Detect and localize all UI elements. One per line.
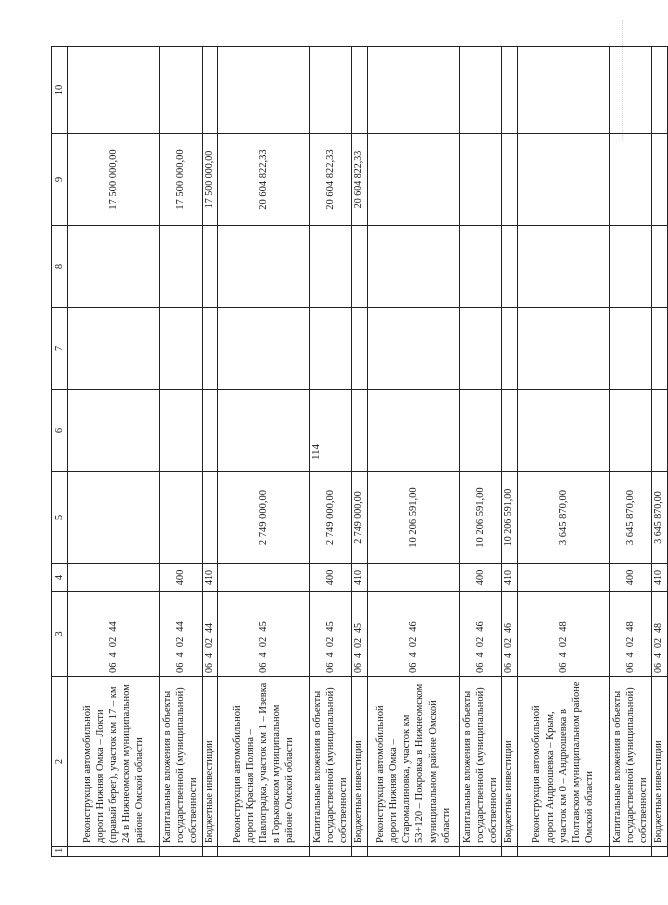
code-part: 02 <box>653 638 665 648</box>
code-part: 02 <box>407 636 419 648</box>
expense-type <box>68 564 160 592</box>
code-part: 02 <box>557 636 569 648</box>
amount-col-9 <box>517 134 609 226</box>
cell-col-10 <box>202 47 218 134</box>
expense-type: 410 <box>352 564 368 592</box>
code-part: 4 <box>353 653 365 658</box>
amount-col-9 <box>609 134 651 226</box>
cell-col-6 <box>459 390 501 472</box>
cell-col-1 <box>160 847 202 857</box>
amount-col-5: 3 645 870,00 <box>609 472 651 564</box>
code-part: 02 <box>203 638 215 648</box>
table-row <box>202 47 218 857</box>
code-part: 02 <box>503 638 515 648</box>
amount-col-9 <box>502 134 518 226</box>
code-part: 4 <box>624 652 636 658</box>
row-code <box>352 592 368 677</box>
table-row <box>517 47 609 857</box>
cell-col-7 <box>367 308 459 390</box>
amount-col-5: 2 749 000,00 <box>218 472 310 564</box>
code-part: 48 <box>624 621 636 632</box>
cell-col-8 <box>68 226 160 308</box>
row-name: Реконструкция автомобильной дороги Красная Поляна – Павлоградка, участок км 1 – Изевка в Горьковском муниципальном районе Омской области <box>218 677 310 847</box>
amount-col-9: 17 500 000,00 <box>68 134 160 226</box>
amount-col-5: 3 645 870,00 <box>517 472 609 564</box>
column-number: 8 <box>52 226 68 308</box>
amount-col-9: 17 500 000,00 <box>160 134 202 226</box>
cell-col-1 <box>68 847 160 857</box>
row-name: Реконструкция автомобильной дороги Нижняя Омка – Старомалиновка, участок км 53+120 – Покровка в Нижнеомском муниципальном районе Омской области <box>367 677 459 847</box>
cell-col-1 <box>502 847 518 857</box>
cell-col-6 <box>367 390 459 472</box>
expense-type: 410 <box>502 564 518 592</box>
rotated-page-content <box>51 47 665 857</box>
column-number: 10 <box>52 47 68 134</box>
cell-col-8 <box>652 226 668 308</box>
row-name: Капитальные вложения в объекты государственной (муниципальной) собственности <box>459 677 501 847</box>
amount-col-5 <box>68 472 160 564</box>
row-name: Капитальные вложения в объекты государственной (муниципальной) собственности <box>160 677 202 847</box>
row-code <box>609 592 651 677</box>
code-part: 02 <box>353 638 365 648</box>
expense-type <box>367 564 459 592</box>
cell-col-6 <box>202 390 218 472</box>
cell-col-7 <box>652 308 668 390</box>
cell-col-6 <box>352 390 368 472</box>
table-row <box>160 47 202 857</box>
amount-col-9 <box>367 134 459 226</box>
code-part: 4 <box>503 653 515 658</box>
code-part: 02 <box>624 636 636 648</box>
row-name: Бюджетные инвестиции <box>352 677 368 847</box>
row-code <box>652 592 668 677</box>
cell-col-8 <box>367 226 459 308</box>
cell-col-8 <box>160 226 202 308</box>
code-part: 06 <box>407 662 419 673</box>
row-name: Капитальные вложения в объекты государственной (муниципальной) собственности <box>609 677 651 847</box>
cell-col-8 <box>609 226 651 308</box>
code-part: 02 <box>325 636 337 648</box>
amount-col-9 <box>652 134 668 226</box>
expense-type: 400 <box>459 564 501 592</box>
code-part: 48 <box>557 621 569 632</box>
table-row <box>218 47 310 857</box>
code-part: 06 <box>475 662 486 673</box>
cell-col-7 <box>218 308 310 390</box>
cell-col-6 <box>652 390 668 472</box>
table-row <box>459 47 501 857</box>
code-part: 06 <box>175 662 187 673</box>
cell-col-1 <box>652 847 668 857</box>
cell-col-6 <box>218 390 310 472</box>
code-part: 02 <box>175 636 187 648</box>
cell-col-1 <box>609 847 651 857</box>
column-number: 5 <box>52 472 68 564</box>
amount-col-9 <box>459 134 501 226</box>
row-code <box>68 592 160 677</box>
budget-table <box>51 46 668 857</box>
cell-col-10 <box>218 47 310 134</box>
code-part: 44 <box>203 623 215 633</box>
expense-type <box>517 564 609 592</box>
cell-col-7 <box>609 308 651 390</box>
cell-col-7 <box>352 308 368 390</box>
cell-col-10 <box>459 47 501 134</box>
row-name: Реконструкция автомобильной дороги Андрюшевка – Крым, участок км 0 – Андрюшевка в Полтавском муниципальном районе Омской области <box>517 677 609 847</box>
cell-col-7 <box>517 308 609 390</box>
code-part: 4 <box>257 652 269 658</box>
column-number: 7 <box>52 308 68 390</box>
amount-col-9: 20 604 822,33 <box>352 134 368 226</box>
code-part: 06 <box>325 662 337 673</box>
cell-col-10 <box>652 47 668 134</box>
cell-col-10 <box>517 47 609 134</box>
cell-col-8 <box>459 226 501 308</box>
cell-col-1 <box>218 847 310 857</box>
cell-col-7 <box>202 308 218 390</box>
code-part: 44 <box>108 621 120 632</box>
cell-col-8 <box>517 226 609 308</box>
table-row <box>652 47 668 857</box>
code-part: 4 <box>653 653 665 658</box>
cell-col-1 <box>352 847 368 857</box>
table-row <box>68 47 160 857</box>
row-code <box>367 592 459 677</box>
amount-col-5: 3 645 870,00 <box>652 472 668 564</box>
cell-col-6 <box>517 390 609 472</box>
code-part: 06 <box>624 662 636 673</box>
cell-col-8 <box>502 226 518 308</box>
cell-col-6 <box>502 390 518 472</box>
cell-col-8 <box>202 226 218 308</box>
column-number: 6 <box>52 390 68 472</box>
amount-col-5: 10 206 591,00 <box>459 472 501 564</box>
amount-col-5: 2 749 000,00 <box>310 472 352 564</box>
column-number: 4 <box>52 564 68 592</box>
amount-col-9: 17 500 000,00 <box>202 134 218 226</box>
expense-type: 410 <box>652 564 668 592</box>
expense-type <box>218 564 310 592</box>
code-part: 46 <box>475 621 486 632</box>
column-number: 9 <box>52 134 68 226</box>
cell-col-10 <box>502 47 518 134</box>
cell-col-7 <box>68 308 160 390</box>
code-part: 45 <box>353 623 365 633</box>
code-part: 45 <box>325 621 337 632</box>
row-name: Бюджетные инвестиции <box>502 677 518 847</box>
row-code <box>517 592 609 677</box>
cell-col-8 <box>352 226 368 308</box>
table-row <box>310 47 352 857</box>
amount-col-9: 20 604 822,33 <box>310 134 352 226</box>
amount-col-5 <box>202 472 218 564</box>
cell-col-6 <box>310 390 352 472</box>
code-part: 02 <box>257 636 269 648</box>
code-part: 4 <box>203 653 215 658</box>
row-name: Бюджетные инвестиции <box>202 677 218 847</box>
code-part: 48 <box>653 623 665 633</box>
cell-col-1 <box>517 847 609 857</box>
code-part: 44 <box>175 621 187 632</box>
row-code <box>310 592 352 677</box>
row-code <box>459 592 501 677</box>
code-part: 46 <box>407 621 419 632</box>
code-part: 02 <box>108 636 120 648</box>
code-part: 4 <box>175 652 187 658</box>
cell-col-7 <box>310 308 352 390</box>
expense-type: 400 <box>609 564 651 592</box>
code-part: 46 <box>503 623 515 633</box>
cell-col-1 <box>202 847 218 857</box>
page-number: 114 <box>310 443 322 461</box>
row-name: Бюджетные инвестиции <box>652 677 668 847</box>
row-code <box>202 592 218 677</box>
table-body <box>52 47 668 857</box>
code-part: 06 <box>257 662 269 673</box>
code-part: 02 <box>475 636 486 648</box>
column-number: 1 <box>52 847 68 857</box>
cell-col-7 <box>502 308 518 390</box>
code-part: 06 <box>203 663 215 673</box>
amount-col-5: 2 749 000,00 <box>352 472 368 564</box>
cell-col-6 <box>160 390 202 472</box>
amount-col-5 <box>160 472 202 564</box>
cell-col-10 <box>352 47 368 134</box>
code-part: 4 <box>557 652 569 658</box>
cell-col-1 <box>459 847 501 857</box>
cell-col-7 <box>459 308 501 390</box>
cell-col-10 <box>310 47 352 134</box>
code-part: 4 <box>325 652 337 658</box>
expense-type: 410 <box>202 564 218 592</box>
row-name: Реконструкция автомобильной дороги Нижняя Омка – Локти (правый берег), участок км 17 – км 24 в Нижнеомском муниципальном районе Омской области <box>68 677 160 847</box>
cell-col-7 <box>160 308 202 390</box>
cell-col-10 <box>367 47 459 134</box>
cell-col-6 <box>609 390 651 472</box>
table-row <box>609 47 651 857</box>
expense-type: 400 <box>160 564 202 592</box>
cell-col-6 <box>68 390 160 472</box>
code-part: 45 <box>257 621 269 632</box>
code-part: 4 <box>475 652 486 658</box>
amount-col-5: 10 206 591,00 <box>502 472 518 564</box>
code-part: 06 <box>108 662 120 673</box>
column-number-row <box>52 47 68 857</box>
cell-col-1 <box>367 847 459 857</box>
cell-col-8 <box>310 226 352 308</box>
cell-col-10 <box>609 47 651 134</box>
code-part: 06 <box>353 663 365 673</box>
amount-col-5: 10 206 591,00 <box>367 472 459 564</box>
cell-col-8 <box>218 226 310 308</box>
column-number: 2 <box>52 677 68 847</box>
table-row <box>502 47 518 857</box>
row-code <box>218 592 310 677</box>
code-part: 4 <box>108 652 120 658</box>
code-part: 4 <box>407 652 419 658</box>
code-part: 06 <box>653 663 665 673</box>
row-code <box>502 592 518 677</box>
cell-col-10 <box>160 47 202 134</box>
cell-col-1 <box>310 847 352 857</box>
expense-type: 400 <box>310 564 352 592</box>
code-part: 06 <box>557 662 569 673</box>
cell-col-10 <box>68 47 160 134</box>
table-row <box>367 47 459 857</box>
row-code <box>160 592 202 677</box>
column-number: 3 <box>52 592 68 677</box>
row-name: Капитальные вложения в объекты государственной (муниципальной) собственности <box>310 677 352 847</box>
table-row <box>352 47 368 857</box>
code-part: 06 <box>503 663 515 673</box>
amount-col-9: 20 604 822,33 <box>218 134 310 226</box>
